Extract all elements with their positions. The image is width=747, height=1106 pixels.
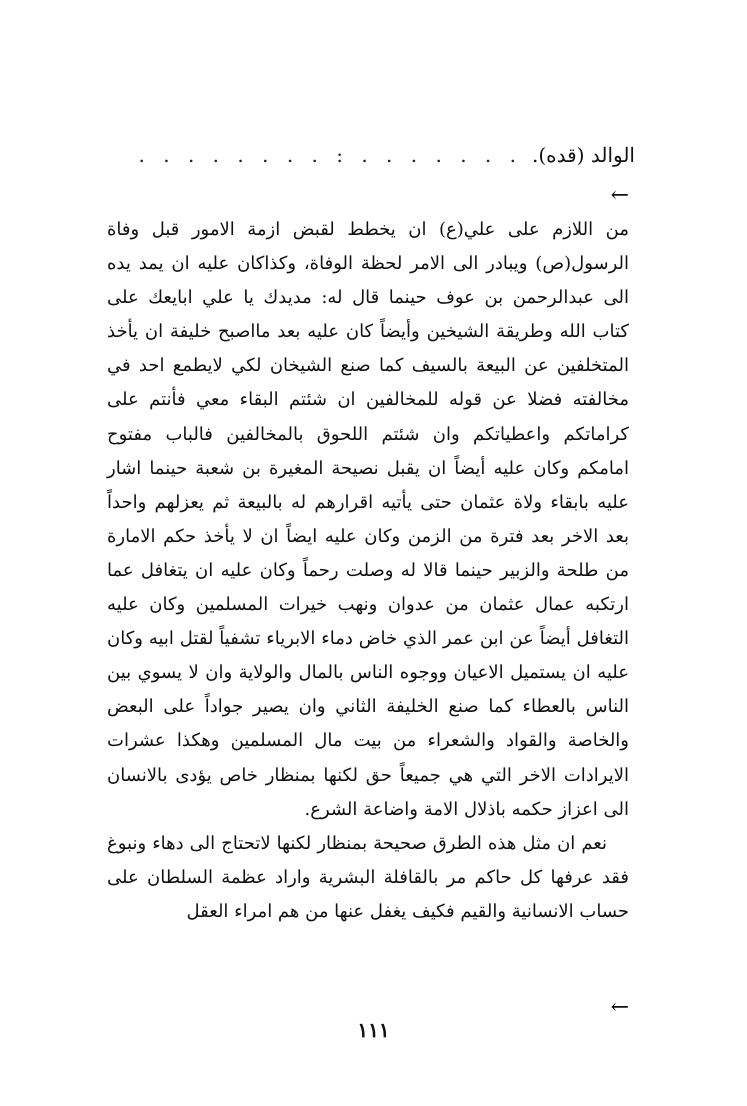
header-title: الوالد (قده). — [532, 143, 635, 167]
running-header — [118, 143, 635, 167]
header-dot-leader: . . . . . . . . : . . . . . . . — [138, 143, 522, 167]
paragraph-1: من اللازم على علي(ع) ان يخطط لقبض ازمة الامور قبل وفاة الرسول(ص) ويبادر الى الامر لحظة الوفاة، وكذاكان عليه ان يمد يده الى عبدالرحمن بن عوف حينما قال له: مديدك يا علي ابايعك على كتاب الله وطريقة الشيخين وأيضاً كان عليه بعد مااصبح خليفة ان يأخذ المتخلفين عن البيعة بالسيف كما صنع الشيخان لكي لايطمع احد في مخالفته فضلا عن قوله للمخالفين ان شئتم البقاء معي فأنتم على كراماتكم واعطياتكم وان شئتم اللحوق بالمخالفين فالباب مفتوح امامكم وكان عليه أيضاً ان يقبل نصيحة المغيرة بن شعبة حينما اشار عليه بابقاء ولاة عثمان حتى يأتيه اقرارهم له بالبيعة ثم يعزلهم واحداً بعد الاخر بعد فترة من الزمن وكان عليه ايضاً ان لا يأخذ حكم الامارة من طلحة والزبير حينما قالا له وصلت رحماً وكان عليه ان يتغافل عما ارتكبه عمال عثمان من عدوان ونهب خيرات المسلمين وكان عليه التغافل أيضاً عن ابن عمر الذي خاض دماء الابرياء تشفياً لقتل ابيه وكان عليه ان يستميل الاعيان ووجوه الناس بالمال والولاية وان لا يسوي بين الناس بالعطاء كما صنع الخليفة الثاني وان يصير جواداً على البعض والخاصة والقواد والشعراء من بيت مال المسلمين وهكذا عشرات الايرادات الاخر التي هي جميعاً حق لكنها بمنظار خاص يؤدى بالانسان الى اعزاز حكمه باذلال الامة واضاعة الشرع. — [107, 219, 629, 820]
continuation-arrow-bottom-icon: ← — [610, 995, 629, 1020]
continuation-arrow-top-icon: ← — [610, 183, 629, 208]
page-body — [107, 213, 629, 929]
page-number: ١١١ — [357, 1018, 390, 1042]
paragraph-2: نعم ان مثل هذه الطرق صحيحة بمنظار لكنها لاتحتاج الى دهاء ونبوغ فقد عرفها كل حاكم مر بالقافلة البشرية واراد عظمة السلطان على حساب الانسانية والقيم فكيف يغفل عنها من هم امراء العقل — [107, 832, 629, 922]
